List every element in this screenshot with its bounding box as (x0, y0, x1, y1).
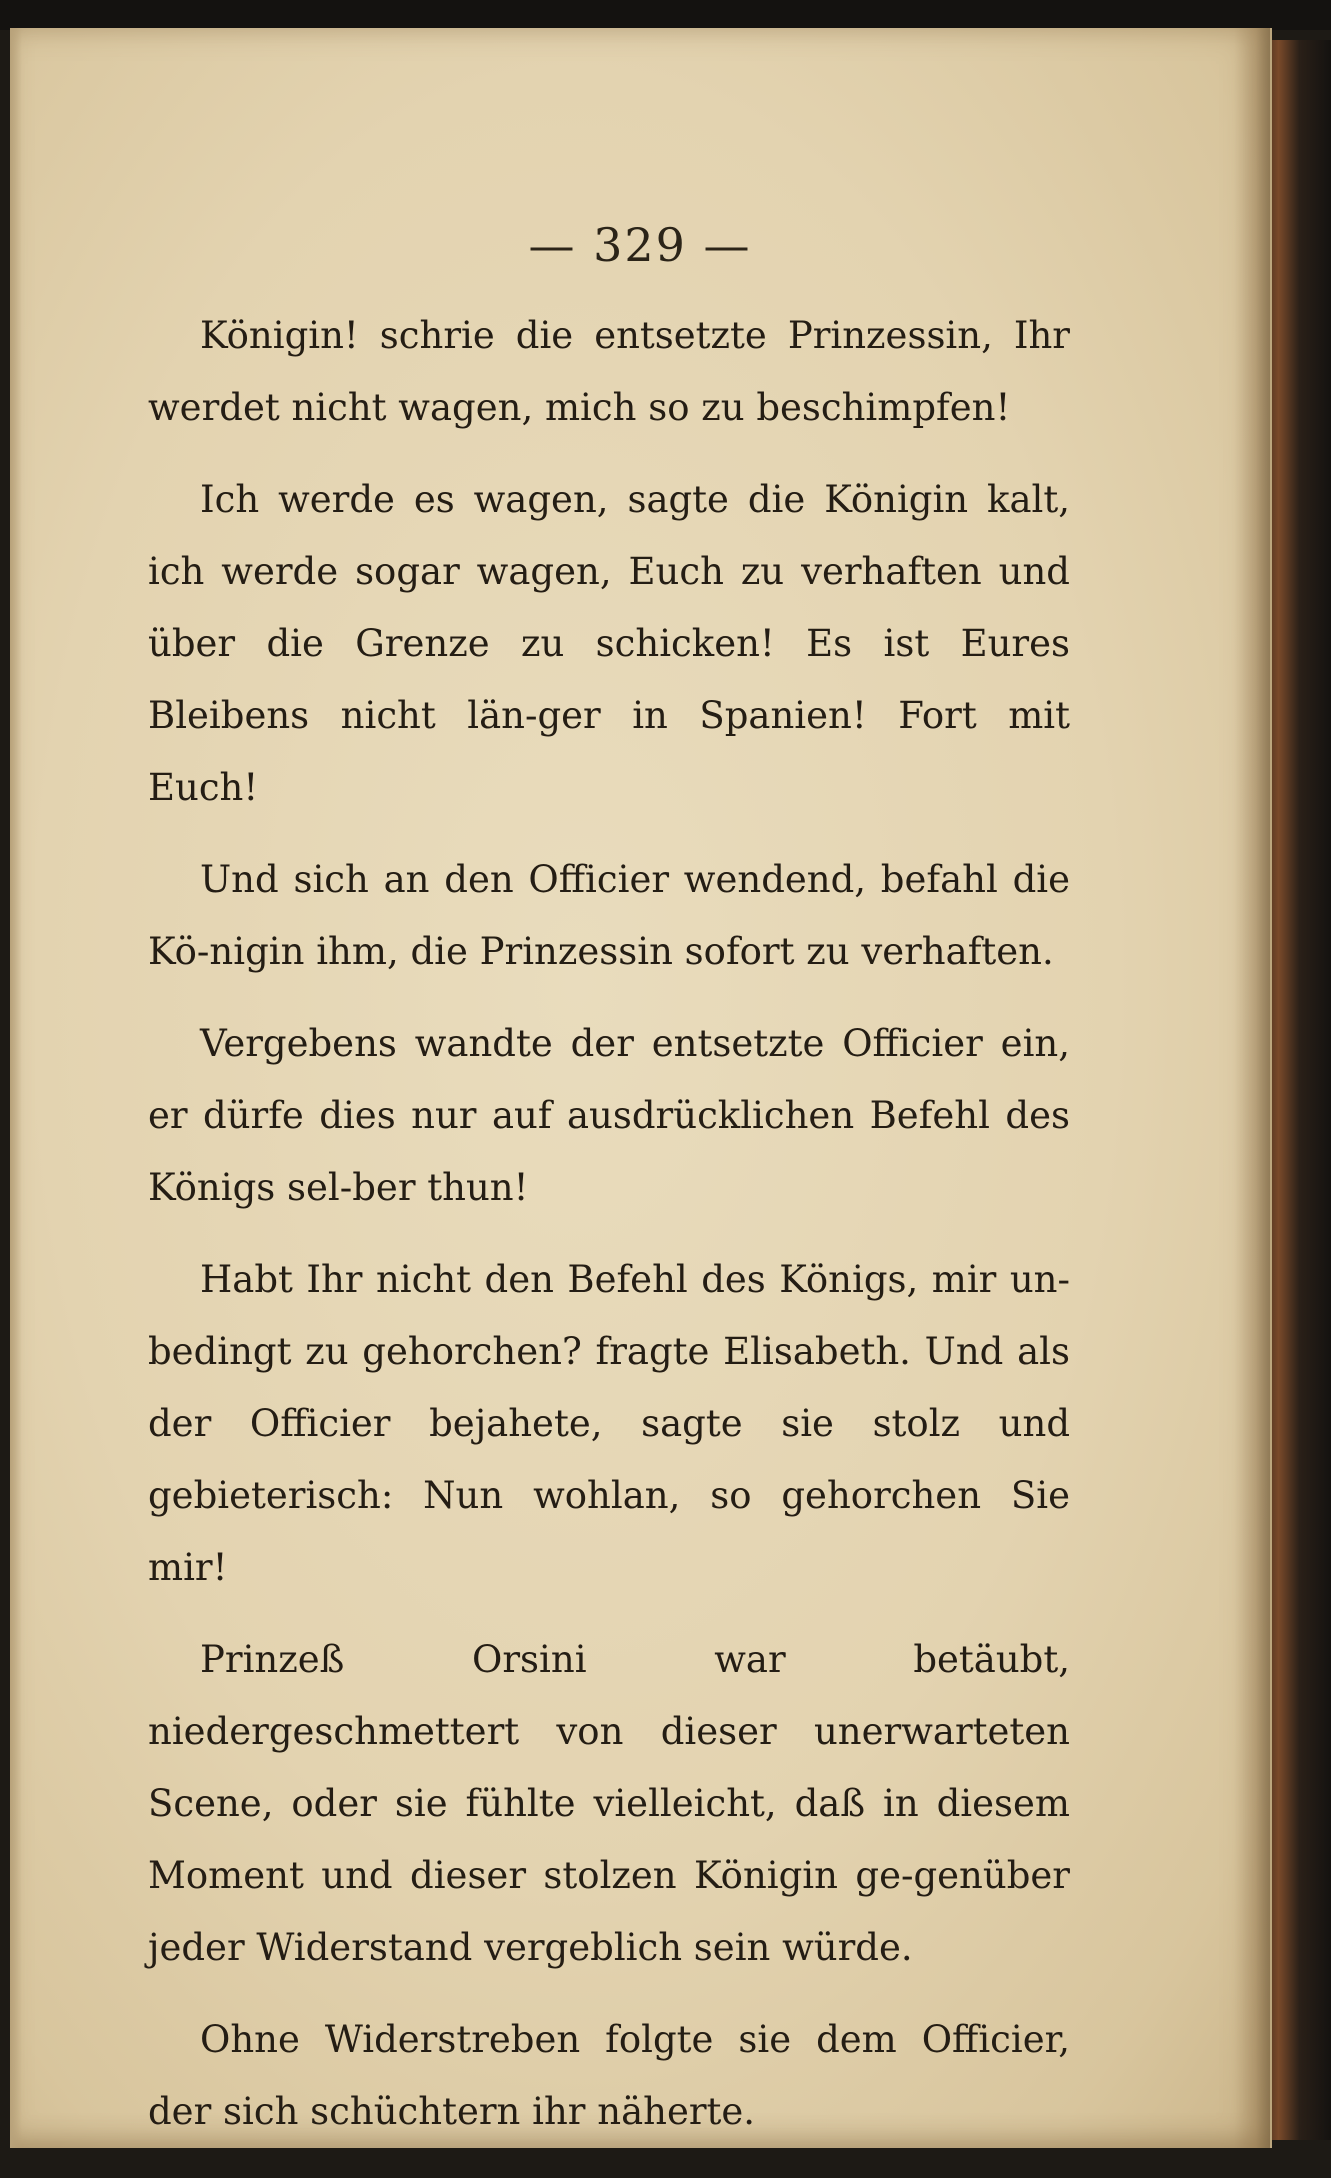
paragraph: Vergebens wandte der entsetzte Officier ein, er dürfe dies nur auf ausdrücklichen Befehl des Königs sel-ber thun! (148, 1022, 1070, 1209)
paragraph: Und sich an den Officier wendend, befahl die Kö-nigin ihm, die Prinzessin sofort zu verhaften. (148, 858, 1070, 973)
page-number: — 329 — (528, 218, 752, 272)
page-fold-shadow (1234, 28, 1270, 2148)
page-left-edge (10, 28, 22, 2148)
paragraph: Ich werde es wagen, sagte die Königin kalt, ich werde sogar wagen, Euch zu verhaften und über die Grenze zu schicken! Es ist Eures Bleibens nicht län-ger in Spanien! Fort mit Euch! (148, 478, 1070, 809)
paragraph: Ohne Widerstreben folgte sie dem Officier, der sich schüchtern ihr näherte. (148, 2018, 1070, 2133)
paragraph: Königin! schrie die entsetzte Prinzessin, Ihr werdet nicht wagen, mich so zu beschimpfen! (148, 314, 1070, 429)
scan-background (0, 0, 1331, 30)
page-text (148, 300, 1070, 2168)
paragraph: Habt Ihr nicht den Befehl des Königs, mir un-bedingt zu gehorchen? fragte Elisabeth. Und als der Officier bejahete, sagte sie stolz und gebieterisch: Nun wohlan, so gehorchen Sie mir! (148, 1258, 1070, 1589)
paragraph: Prinzeß Orsini war betäubt, niedergeschmettert von dieser unerwarteten Scene, oder sie fühlte vielleicht, daß in diesem Moment und dieser stolzen Königin ge-genüber jeder Widerstand vergeblich sein würde. (148, 1638, 1070, 1969)
book-page (10, 28, 1272, 2148)
